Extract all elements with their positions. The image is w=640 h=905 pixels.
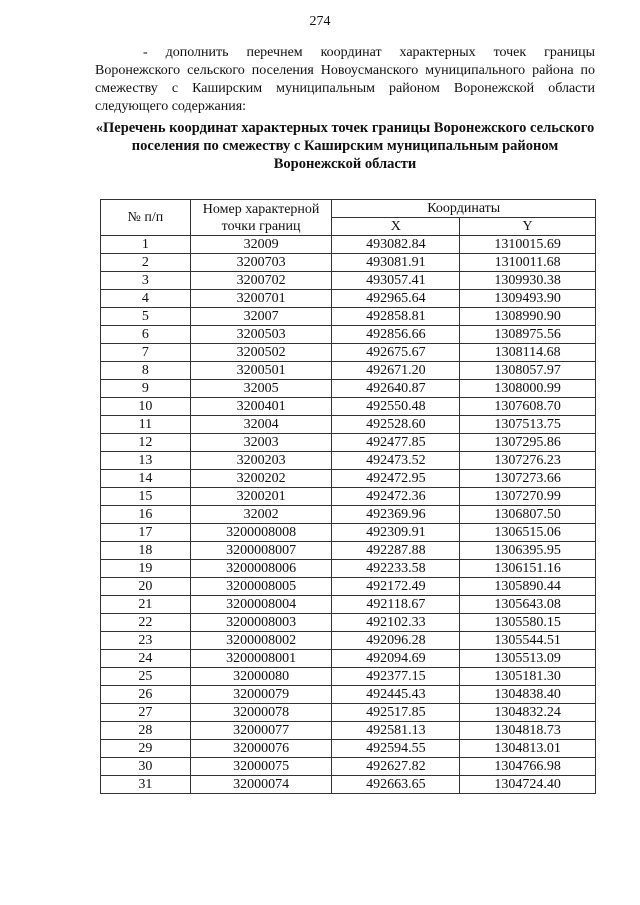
cell-y: 1304724.40: [460, 776, 596, 794]
cell-x: 492233.58: [332, 560, 460, 578]
cell-point: 3200701: [190, 290, 332, 308]
cell-num: 9: [101, 380, 191, 398]
table-row: [101, 740, 596, 758]
cell-y: 1305643.08: [460, 596, 596, 614]
cell-y: 1308114.68: [460, 344, 596, 362]
cell-point: 3200008001: [190, 650, 332, 668]
table-row: [101, 308, 596, 326]
cell-x: 492118.67: [332, 596, 460, 614]
cell-point: 32004: [190, 416, 332, 434]
cell-x: 492640.87: [332, 380, 460, 398]
cell-x: 492445.43: [332, 686, 460, 704]
cell-y: 1307608.70: [460, 398, 596, 416]
cell-point: 32007: [190, 308, 332, 326]
table-row: [101, 524, 596, 542]
cell-y: 1308057.97: [460, 362, 596, 380]
cell-y: 1306395.95: [460, 542, 596, 560]
table-row: [101, 254, 596, 272]
cell-y: 1305580.15: [460, 614, 596, 632]
cell-y: 1309493.90: [460, 290, 596, 308]
cell-point: 32000077: [190, 722, 332, 740]
cell-y: 1307295.86: [460, 434, 596, 452]
cell-x: 492472.36: [332, 488, 460, 506]
cell-num: 24: [101, 650, 191, 668]
cell-x: 493082.84: [332, 236, 460, 254]
cell-x: 492377.15: [332, 668, 460, 686]
cell-num: 17: [101, 524, 191, 542]
cell-point: 3200503: [190, 326, 332, 344]
cell-y: 1304832.24: [460, 704, 596, 722]
cell-x: 493057.41: [332, 272, 460, 290]
cell-num: 26: [101, 686, 191, 704]
table-row: [101, 704, 596, 722]
cell-num: 28: [101, 722, 191, 740]
cell-num: 13: [101, 452, 191, 470]
table-row: [101, 398, 596, 416]
cell-y: 1308990.90: [460, 308, 596, 326]
cell-x: 492675.67: [332, 344, 460, 362]
cell-point: 32000076: [190, 740, 332, 758]
cell-x: 492369.96: [332, 506, 460, 524]
table-row: [101, 614, 596, 632]
cell-num: 8: [101, 362, 191, 380]
cell-y: 1304813.01: [460, 740, 596, 758]
cell-point: 32000080: [190, 668, 332, 686]
cell-num: 10: [101, 398, 191, 416]
cell-point: 32002: [190, 506, 332, 524]
table-row: [101, 668, 596, 686]
intro-paragraph: - дополнить перечнем координат характерных точек границы Воронежского сельского поселения Новоусманского муниципального района по смежеству с Каширским муниципальным районом Воронежской области следующего содержания:: [95, 45, 595, 114]
cell-x: 492102.33: [332, 614, 460, 632]
table-header: [101, 200, 596, 236]
cell-y: 1308975.56: [460, 326, 596, 344]
cell-y: 1307270.99: [460, 488, 596, 506]
cell-x: 492096.28: [332, 632, 460, 650]
cell-point: 3200502: [190, 344, 332, 362]
cell-num: 27: [101, 704, 191, 722]
table-row: [101, 344, 596, 362]
header-y: Y: [460, 218, 596, 236]
table-body: [101, 236, 596, 794]
cell-point: 3200008005: [190, 578, 332, 596]
header-coordinates: Координаты: [332, 200, 596, 218]
table-row: [101, 506, 596, 524]
table-row: [101, 650, 596, 668]
cell-y: 1309930.38: [460, 272, 596, 290]
cell-point: 3200703: [190, 254, 332, 272]
cell-y: 1305890.44: [460, 578, 596, 596]
cell-point: 3200008002: [190, 632, 332, 650]
cell-point: 3200702: [190, 272, 332, 290]
document-title: «Перечень координат характерных точек границы Воронежского сельского поселения по смежеству с Каширским муниципальным районом Воронежской области: [95, 120, 595, 172]
table-row: [101, 722, 596, 740]
cell-point: 32000075: [190, 758, 332, 776]
cell-point: 32003: [190, 434, 332, 452]
table-row: [101, 290, 596, 308]
cell-num: 14: [101, 470, 191, 488]
cell-y: 1304818.73: [460, 722, 596, 740]
cell-num: 3: [101, 272, 191, 290]
table-row: [101, 776, 596, 794]
cell-num: 21: [101, 596, 191, 614]
cell-x: 492858.81: [332, 308, 460, 326]
table-row: [101, 632, 596, 650]
cell-point: 3200008008: [190, 524, 332, 542]
cell-x: 492550.48: [332, 398, 460, 416]
cell-point: 3200203: [190, 452, 332, 470]
cell-point: 32009: [190, 236, 332, 254]
cell-x: 492094.69: [332, 650, 460, 668]
cell-x: 492473.52: [332, 452, 460, 470]
cell-num: 1: [101, 236, 191, 254]
cell-y: 1306151.16: [460, 560, 596, 578]
cell-point: 32000078: [190, 704, 332, 722]
cell-y: 1305513.09: [460, 650, 596, 668]
table-row: [101, 542, 596, 560]
cell-num: 18: [101, 542, 191, 560]
table-row: [101, 326, 596, 344]
cell-num: 22: [101, 614, 191, 632]
cell-point: 3200008007: [190, 542, 332, 560]
table-row: [101, 452, 596, 470]
header-num: № п/п: [101, 200, 191, 236]
page-number: 274: [309, 14, 331, 29]
cell-point: 3200008004: [190, 596, 332, 614]
cell-num: 4: [101, 290, 191, 308]
cell-num: 2: [101, 254, 191, 272]
cell-num: 29: [101, 740, 191, 758]
cell-y: 1304766.98: [460, 758, 596, 776]
cell-y: 1307276.23: [460, 452, 596, 470]
cell-num: 6: [101, 326, 191, 344]
cell-x: 492477.85: [332, 434, 460, 452]
table-row: [101, 578, 596, 596]
table-row: [101, 596, 596, 614]
cell-num: 11: [101, 416, 191, 434]
cell-x: 492581.13: [332, 722, 460, 740]
cell-num: 15: [101, 488, 191, 506]
coordinates-table: [100, 199, 596, 794]
table-row: [101, 560, 596, 578]
cell-x: 492309.91: [332, 524, 460, 542]
cell-num: 23: [101, 632, 191, 650]
cell-y: 1310011.68: [460, 254, 596, 272]
cell-x: 492472.95: [332, 470, 460, 488]
cell-point: 32000079: [190, 686, 332, 704]
cell-point: 32005: [190, 380, 332, 398]
cell-num: 30: [101, 758, 191, 776]
cell-num: 12: [101, 434, 191, 452]
header-point: Номер характерной точки границ: [190, 200, 332, 236]
cell-num: 31: [101, 776, 191, 794]
cell-num: 5: [101, 308, 191, 326]
cell-point: 3200008006: [190, 560, 332, 578]
table-row: [101, 416, 596, 434]
header-x: X: [332, 218, 460, 236]
cell-point: 3200501: [190, 362, 332, 380]
cell-x: 492528.60: [332, 416, 460, 434]
cell-y: 1308000.99: [460, 380, 596, 398]
cell-num: 20: [101, 578, 191, 596]
cell-x: 492627.82: [332, 758, 460, 776]
table-row: [101, 236, 596, 254]
table-row: [101, 686, 596, 704]
cell-num: 16: [101, 506, 191, 524]
cell-y: 1306515.06: [460, 524, 596, 542]
cell-y: 1305181.30: [460, 668, 596, 686]
table-row: [101, 362, 596, 380]
cell-y: 1307273.66: [460, 470, 596, 488]
cell-x: 492172.49: [332, 578, 460, 596]
cell-num: 19: [101, 560, 191, 578]
table-row: [101, 380, 596, 398]
cell-x: 492594.55: [332, 740, 460, 758]
cell-num: 7: [101, 344, 191, 362]
cell-x: 492965.64: [332, 290, 460, 308]
cell-y: 1305544.51: [460, 632, 596, 650]
cell-x: 492856.66: [332, 326, 460, 344]
table-row: [101, 470, 596, 488]
cell-y: 1307513.75: [460, 416, 596, 434]
cell-y: 1310015.69: [460, 236, 596, 254]
cell-point: 3200401: [190, 398, 332, 416]
cell-point: 32000074: [190, 776, 332, 794]
table-row: [101, 758, 596, 776]
table-row: [101, 434, 596, 452]
cell-x: 492287.88: [332, 542, 460, 560]
cell-point: 3200008003: [190, 614, 332, 632]
table-row: [101, 272, 596, 290]
cell-num: 25: [101, 668, 191, 686]
table-row: [101, 488, 596, 506]
cell-x: 492517.85: [332, 704, 460, 722]
cell-point: 3200202: [190, 470, 332, 488]
cell-x: 492671.20: [332, 362, 460, 380]
cell-x: 492663.65: [332, 776, 460, 794]
cell-x: 493081.91: [332, 254, 460, 272]
cell-y: 1304838.40: [460, 686, 596, 704]
cell-y: 1306807.50: [460, 506, 596, 524]
cell-point: 3200201: [190, 488, 332, 506]
